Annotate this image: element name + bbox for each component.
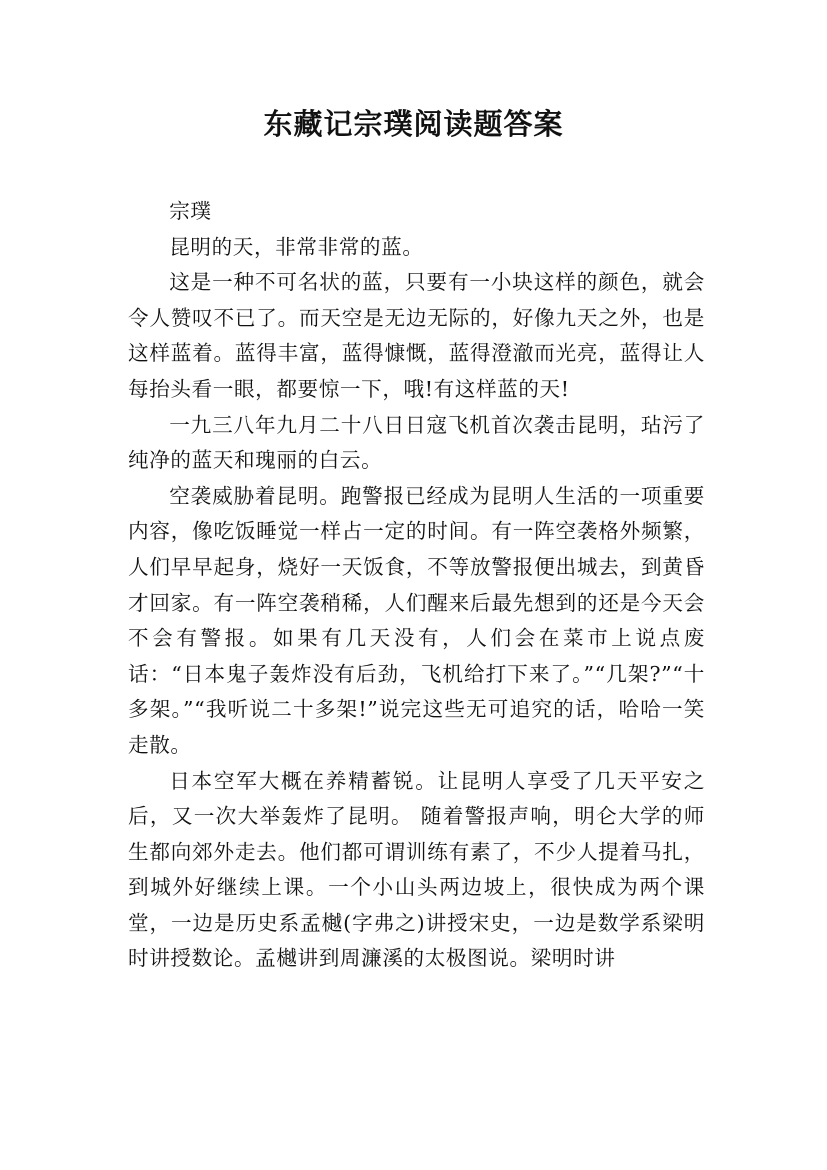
document-title: 东藏记宗璞阅读题答案	[263, 107, 564, 141]
document-body	[128, 194, 705, 977]
author-line: 宗璞	[169, 199, 212, 223]
paragraph: 空袭威胁着昆明。跑警报已经成为昆明人生活的一项重要内容，像吃饭睡觉一样占一定的时间。有一阵空袭格外频繁，人们早早起身，烧好一天饭食，不等放警报便出城去，到黄昏才回家。有一阵空袭稍稀，人们醒来后最先想到的还是今天会不会有警报。如果有几天没有，人们会在菜市上说点废话：“日本鬼子轰炸没有后劲，飞机给打下来了。”“几架?”“十多架。”“我听说二十多架!”说完这些无可追究的话，哈哈一笑走散。	[128, 483, 705, 757]
paragraph: 日本空军大概在养精蓄锐。让昆明人享受了几天平安之后，又一次大举轰炸了昆明。 随着警报声响，明仑大学的师生都向郊外走去。他们都可谓训练有素了，不少人提着马扎，到城外好继续上课。一个小山头两边坡上，很快成为两个课堂，一边是历史系孟樾(字弗之)讲授宋史，一边是数学系梁明时讲授数论。孟樾讲到周濂溪的太极图说。梁明时讲	[128, 768, 705, 971]
paragraph: 一九三八年九月二十八日日寇飞机首次袭击昆明，玷污了纯净的蓝天和瑰丽的白云。	[128, 412, 705, 473]
paragraph: 昆明的天，非常非常的蓝。	[169, 234, 424, 259]
paragraph: 这是一种不可名状的蓝，只要有一小块这样的颜色，就会令人赞叹不已了。而天空是无边无际的，好像九天之外，也是这样蓝着。蓝得丰富，蓝得慷慨，蓝得澄澈而光亮，蓝得让人每抬头看一眼，都要惊一下，哦!有这样蓝的天!	[128, 270, 705, 401]
